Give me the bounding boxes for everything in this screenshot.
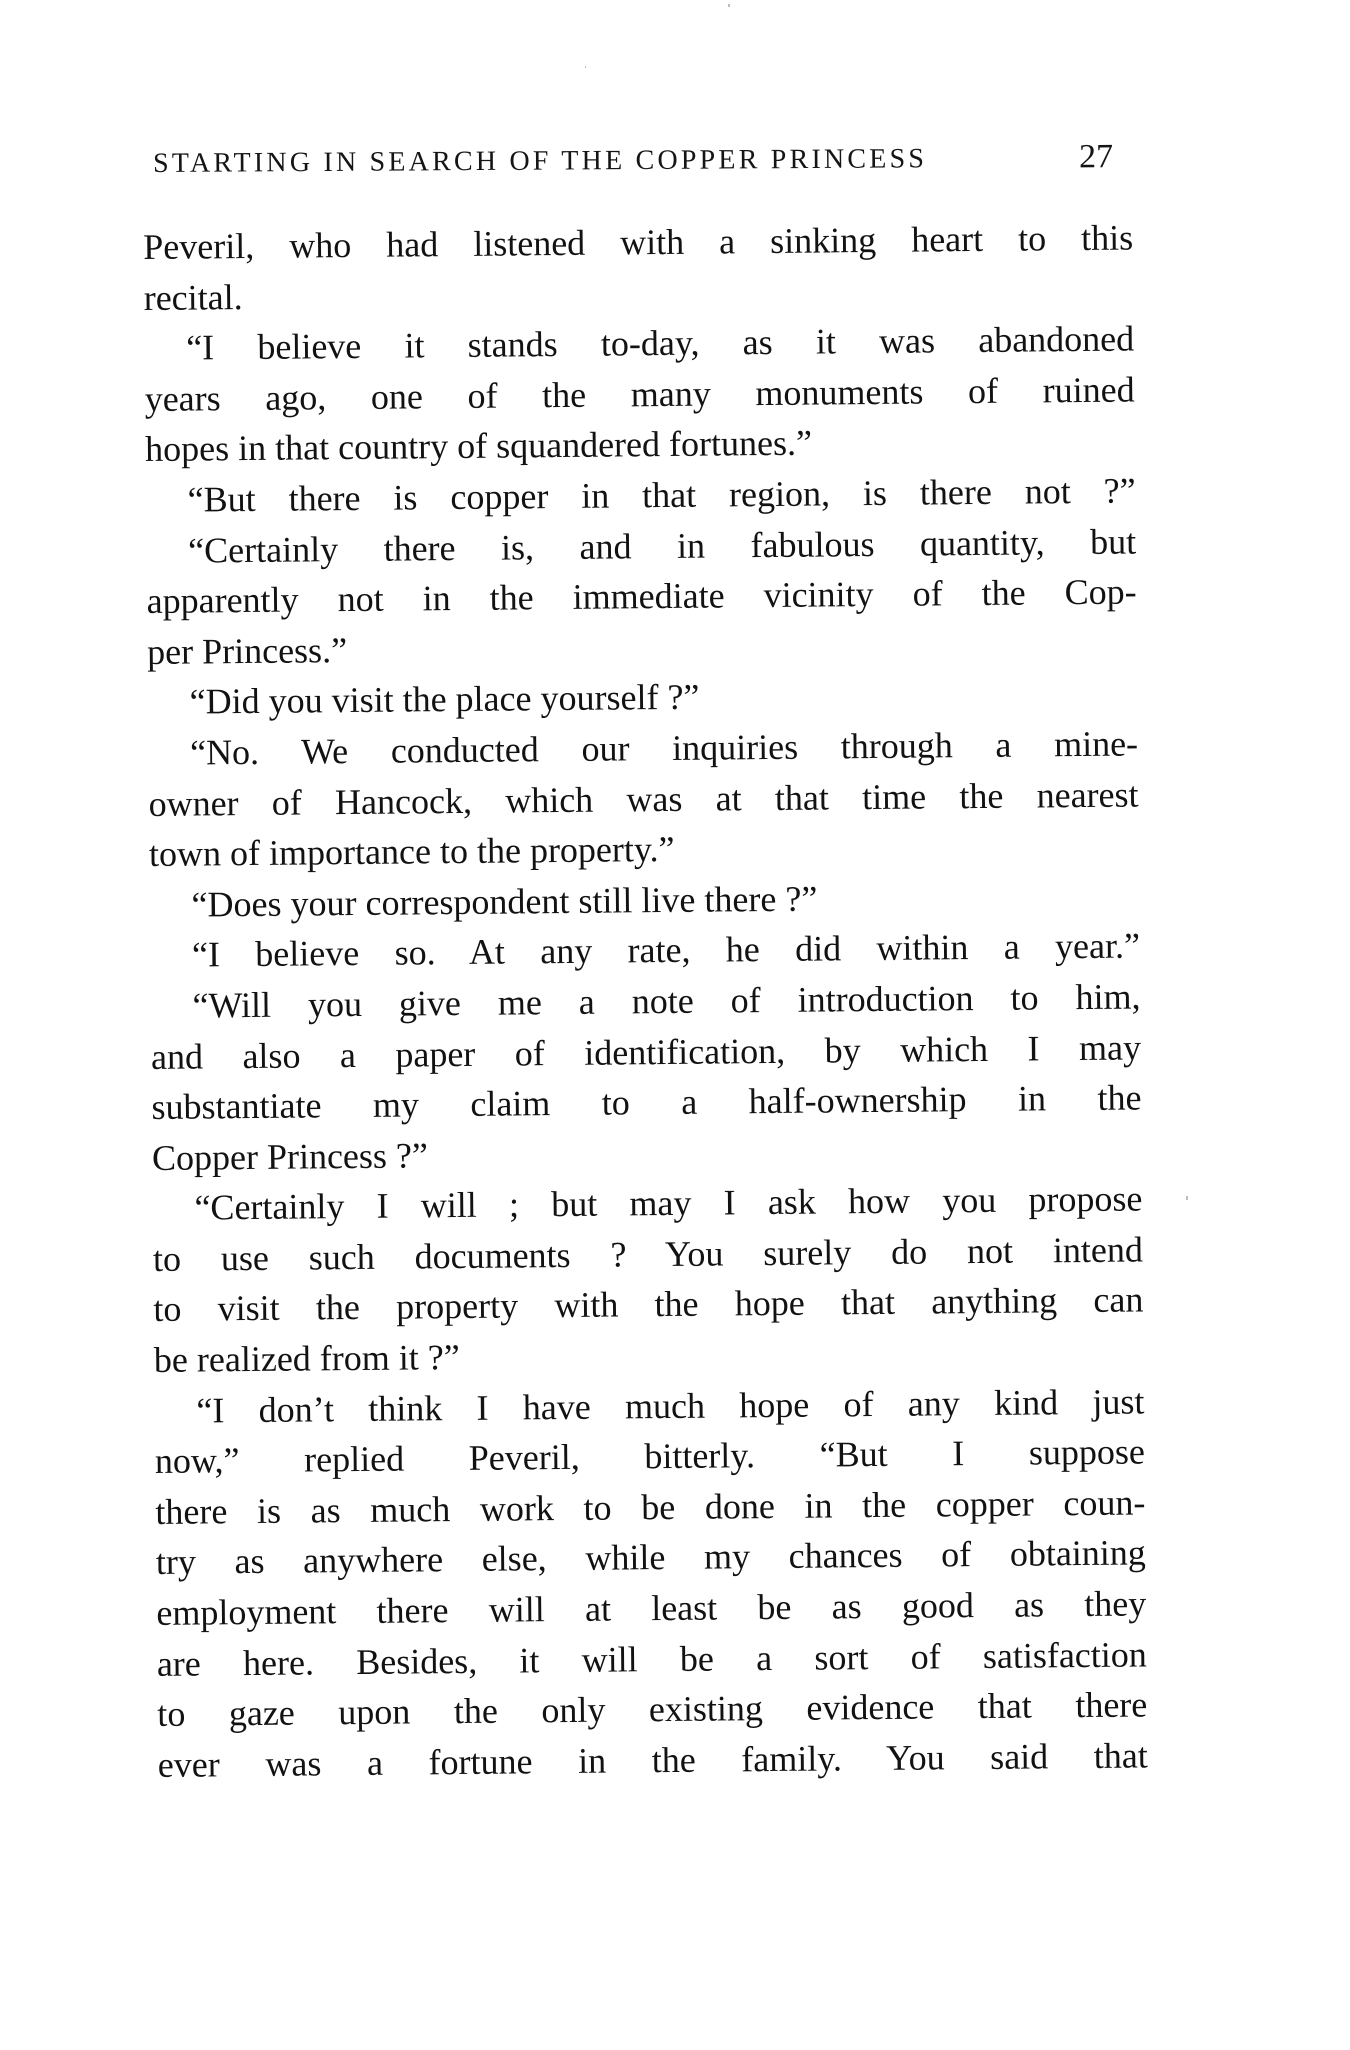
body-text	[143, 212, 1148, 1790]
page-header	[153, 138, 1114, 198]
text-line: try as anywhere else, while my chances of obtaining	[155, 1532, 1147, 1583]
text-line: Peveril, who had listened with a sinking heart to this	[143, 217, 1134, 267]
text-line: now,” replied Peveril, bitterly. “But I suppose	[154, 1431, 1146, 1482]
text-line: recital.	[143, 276, 243, 318]
text-line: are here. Besides, it will be a sort of satisfaction	[156, 1634, 1147, 1684]
text-line: “Does your correspondent still live there ?”	[191, 878, 818, 925]
text-line: ever was a fortune in the family. You said that	[157, 1735, 1148, 1785]
text-line: “I don’t think I have much hope of any kind just	[196, 1381, 1145, 1431]
text-line: “But there is copper in that region, is there not ?”	[187, 470, 1136, 520]
text-line: apparently not in the immediate vicinity of the Cop-	[146, 571, 1137, 622]
text-line: “Certainly I will ; but may I ask how you propose	[194, 1178, 1143, 1228]
text-line: to use such documents ? You surely do not intend	[152, 1229, 1144, 1279]
scan-speck	[585, 66, 586, 68]
text-line: there is as much work to be done in the copper coun-	[155, 1482, 1146, 1532]
page-number: 27	[1078, 138, 1114, 176]
text-line: owner of Hancock, which was at that time the nearest	[148, 774, 1139, 824]
text-line: hopes in that country of squandered fortunes.”	[144, 422, 813, 470]
scan-speck	[1186, 1196, 1188, 1200]
text-line: “Did you visit the place yourself ?”	[189, 677, 700, 722]
text-line: years ago, one of the many monuments of ruined	[144, 369, 1135, 419]
text-line: to gaze upon the only existing evidence that there	[157, 1684, 1148, 1735]
text-line: and also a paper of identification, by which I may	[150, 1026, 1142, 1077]
text-line: substantiate my claim to a half-ownership in the	[151, 1077, 1142, 1128]
text-line: “Certainly there is, and in fabulous quantity, but	[187, 521, 1137, 571]
scan-speck	[728, 4, 730, 7]
text-line: per Princess.”	[146, 629, 348, 672]
text-line: “No. We conducted our inquiries through a mine-	[189, 723, 1139, 773]
text-line: town of importance to the property.”	[148, 829, 675, 875]
text-line: “Will you give me a note of introduction to him,	[192, 976, 1141, 1026]
text-line: Copper Princess ?”	[151, 1134, 429, 1178]
text-line: “I believe it stands to-day, as it was abandoned	[186, 318, 1135, 368]
text-line: employment there will at least be as good as they	[156, 1583, 1147, 1633]
text-line: “I believe so. At any rate, he did within a year.”	[191, 925, 1141, 975]
text-line: to visit the property with the hope that anything can	[153, 1279, 1144, 1330]
text-line: be realized from it ?”	[153, 1337, 460, 1381]
running-head: STARTING IN SEARCH OF THE COPPER PRINCESS	[153, 143, 928, 179]
